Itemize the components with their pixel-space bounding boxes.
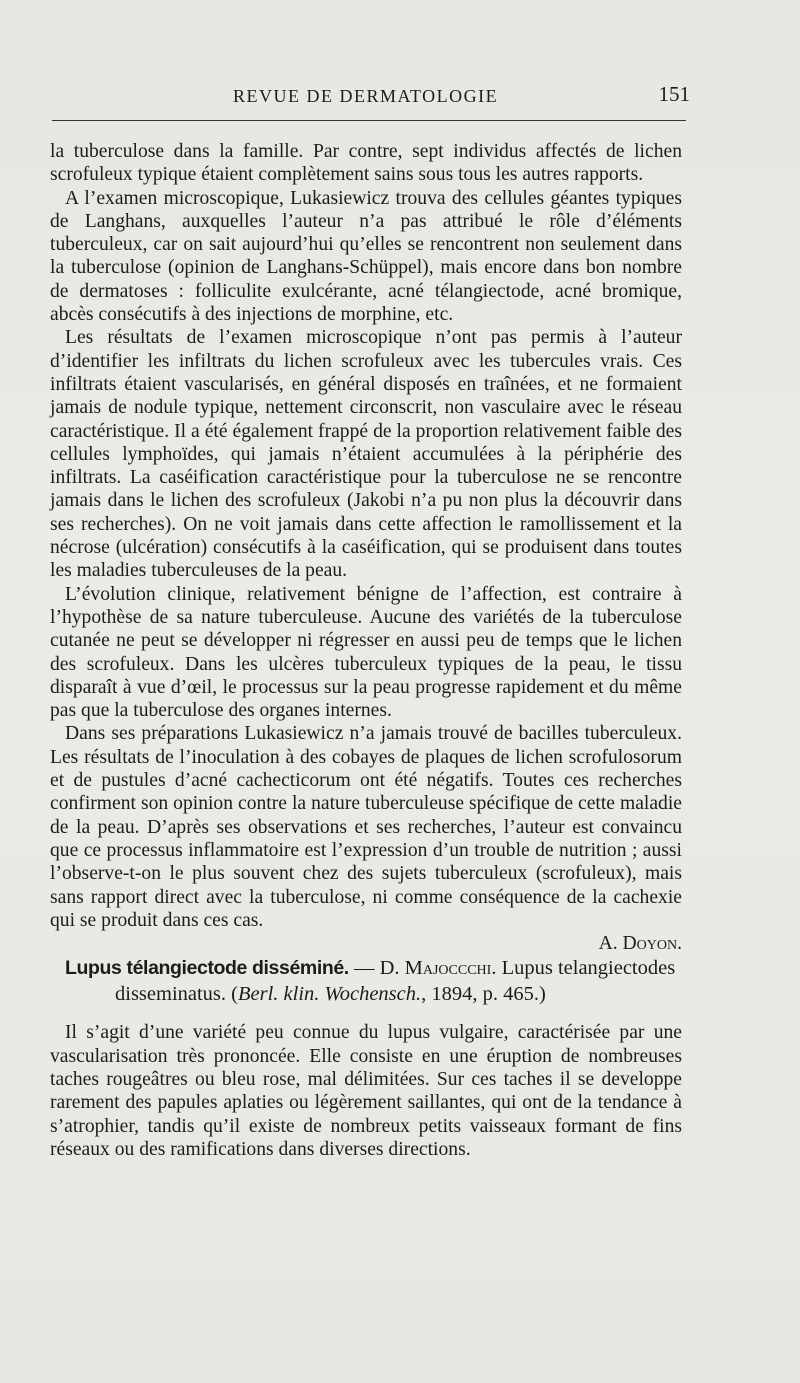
- article-title-cont: disseminatus. (: [115, 983, 238, 1006]
- article-citation: , 1894, p. 465.): [421, 983, 546, 1006]
- article-reference: [50, 981, 682, 1007]
- article-topic: Lupus télangiectode disséminé.: [65, 957, 349, 980]
- paragraph-results: Les résultats de l’examen microscopique n’ont pas permis à l’auteur d’identifier les infiltrats du lichen scrofuleux avec les tubercules vrais. Ces infiltrats étaient vascularisés, en général disposés en traînées, et ne formaient jamais de nodule typique, nettement circonscrit, non vasculaire avec le réseau caractéristique. Il a été également frappé de la proportion relativement faible des cellules lymphoïdes, qui jamais n’étaient accumulées à la périphérie des infiltrats. La caséification caractéristique pour la tuberculose ne se rencontre jamais dans le lichen des scrofuleux (Jakobi n’a pu non plus la découvrir dans ses recherches). On ne voit jamais dans cette affection le ramollissement et la nécrose (ulcération) consécutifs à la caséification, qui se produisent dans toutes les maladies tuberculeuses de la peau.: [50, 327, 682, 582]
- header-rule: [52, 120, 686, 121]
- article-journal: Berl. klin. Wochensch.: [238, 983, 422, 1006]
- article-author: D. Majoccchi.: [379, 957, 497, 980]
- article-title: Lupus telangiectodes: [496, 957, 676, 980]
- article-heading: [50, 955, 682, 1007]
- paragraph-microscopic-exam: A l’examen microscopique, Lukasiewicz trouva des cellules géantes typiques de Langhans, auxquelles l’auteur n’a pas attribué le rôle d’éléments tuberculeux, car on sait aujourd’hui qu’elles se rencontrent non seulement dans la tuberculose (opinion de Langhans-Schüppel), mais encore dans bon nombre de dermatoses : folliculite exulcérante, acné télangiectode, acné bromique, abcès consécutifs à des injections de morphine, etc.: [50, 187, 682, 326]
- running-title: REVUE DE DERMATOLOGIE: [233, 86, 499, 106]
- paragraph-preparations: Dans ses préparations Lukasiewicz n’a jamais trouvé de bacilles tuberculeux. Les résultats de l’inoculation à des cobayes de plaques de lichen scrofulosorum et de pustules d’acné cachecticorum ont été négatifs. Toutes ces recherches confirment son opinion contre la nature tuberculeuse spécifique de cette maladie de la peau. D’après ses observations et ses recherches, l’auteur est convaincu que ce processus inflammatoire est l’expression d’un trouble de nutrition ; aussi l’observe-t-on le plus souvent chez des sujets tuberculeux (scrofuleux), mais sans rapport direct avec la tuberculose, ni comme conséquence de la cachexie qui se produit dans ces cas.: [50, 723, 682, 931]
- article-abstract: Il s’agit d’une variété peu connue du lupus vulgaire, caractérisée par une vascularisation très prononcée. Elle consiste en une éruption de nombreuses taches rougeâtres ou bleu rose, mal délimitées. Sur ces taches il se developpe rarement des papules aplaties ou légèrement saillantes, qui ont de la tendance à s’atrophier, tandis qu’il existe de nombreux petits vaisseaux formant de fins réseaux ou des ramifications dans diverses directions.: [50, 1022, 682, 1160]
- signature: A. Doyon.: [598, 933, 682, 955]
- body-text: [50, 140, 682, 1161]
- heading-dash: —: [348, 957, 380, 980]
- paragraph-clinical-evolution: L’évolution clinique, relativement bénigne de l’affection, est contraire à l’hypothèse de sa nature tuberculeuse. Aucune des variétés de la tuberculose cutanée ne peut se développer ni régresser en aussi peu de temps que le lichen des scrofuleux. Dans les ulcères tuberculeux typiques de la peau, le tissu disparaît à vue d’œil, le processus sur la peau progresse rapidement et du même pas que la tuberculose des organes internes.: [50, 583, 682, 722]
- page-number: 151: [658, 82, 690, 106]
- page-header: [50, 80, 690, 120]
- paragraph-continued: la tuberculose dans la famille. Par contre, sept individus affectés de lichen scrofuleux typique étaient complètement sains sous tous les autres rapports.: [50, 141, 682, 186]
